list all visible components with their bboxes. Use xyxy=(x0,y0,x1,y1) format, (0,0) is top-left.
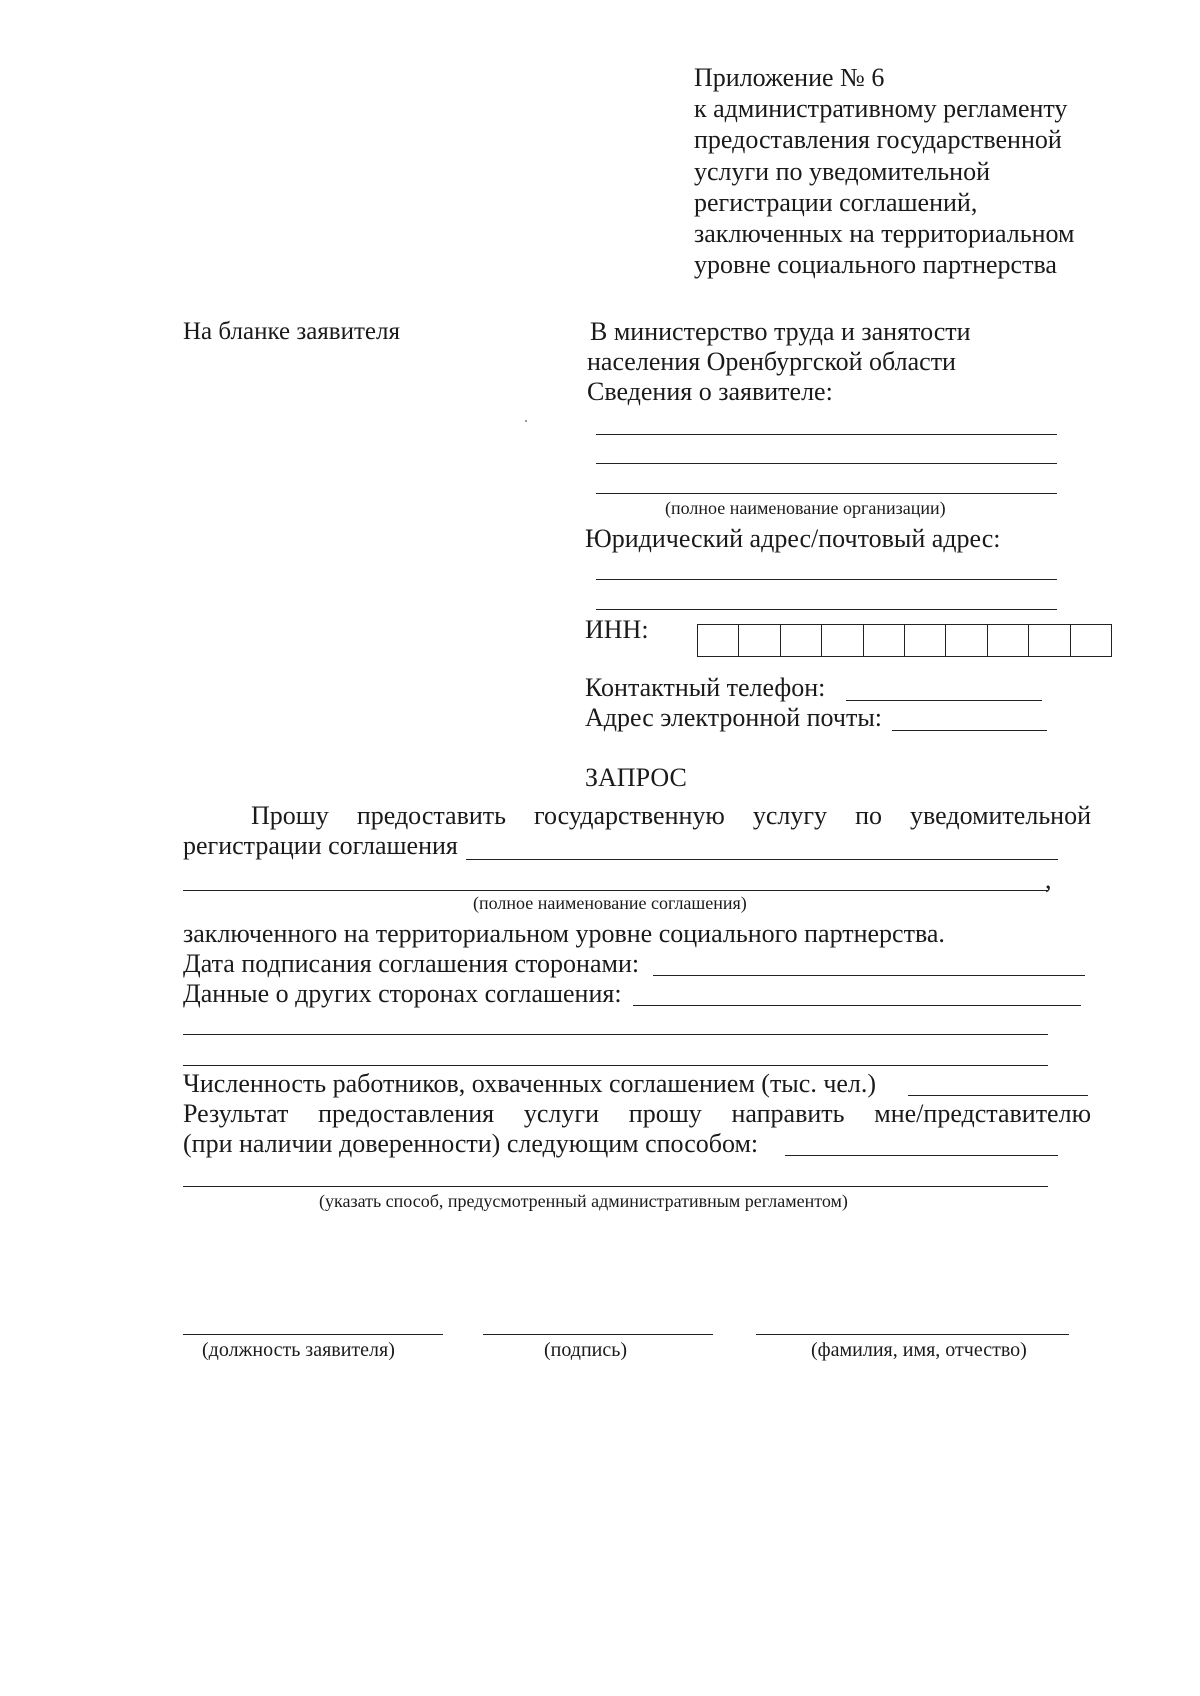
inn-digit-cell[interactable] xyxy=(864,625,905,656)
position-caption: (должность заявителя) xyxy=(202,1339,395,1361)
inn-digit-cell[interactable] xyxy=(781,625,822,656)
inn-input-boxes[interactable] xyxy=(697,624,1112,657)
inn-label: ИНН: xyxy=(585,615,649,644)
delivery-method-line-2[interactable] xyxy=(183,1186,1048,1187)
org-name-line-1[interactable] xyxy=(596,434,1057,435)
employees-field-line[interactable] xyxy=(908,1095,1088,1096)
phone-field-line[interactable] xyxy=(846,700,1042,701)
request-title: ЗАПРОС xyxy=(585,763,687,792)
inn-digit-cell[interactable] xyxy=(1029,625,1070,656)
org-name-line-3[interactable] xyxy=(596,493,1057,494)
delivery-method-caption: (указать способ, предусмотренный административным регламентом) xyxy=(319,1191,848,1211)
inn-digit-cell[interactable] xyxy=(739,625,780,656)
agreement-name-caption: (полное наименование соглашения) xyxy=(473,893,747,913)
result-text-line-2: (при наличии доверенности) следующим способом: xyxy=(183,1129,759,1158)
inn-digit-cell[interactable] xyxy=(946,625,987,656)
request-text-line-2: регистрации соглашения xyxy=(183,831,458,860)
employees-label: Численность работников, охваченных соглашением (тыс. чел.) xyxy=(183,1069,877,1098)
letterhead-note: На бланке заявителя xyxy=(183,318,400,345)
signature-caption: (подпись) xyxy=(544,1339,628,1361)
inn-digit-cell[interactable] xyxy=(698,625,739,656)
annex-line: уровне социального партнерства xyxy=(694,250,1057,280)
annex-line: заключенных на территориальном xyxy=(694,219,1075,249)
email-field-line[interactable] xyxy=(892,730,1047,731)
comma: , xyxy=(1045,865,1052,894)
request-text-line-1: Прошу предоставить государственную услугу по уведомительной xyxy=(251,801,1091,830)
addressee-line-1: В министерство труда и занятости xyxy=(590,317,971,346)
delivery-method-line-1[interactable] xyxy=(785,1155,1058,1156)
other-parties-line-2[interactable] xyxy=(183,1034,1048,1035)
agreement-name-line-1[interactable] xyxy=(466,859,1058,860)
email-label: Адрес электронной почты: xyxy=(585,703,883,732)
annex-line: к административному регламенту xyxy=(694,94,1068,124)
signing-date-field-line[interactable] xyxy=(653,975,1085,976)
inn-digit-cell[interactable] xyxy=(822,625,863,656)
address-line-2[interactable] xyxy=(596,609,1057,610)
result-text-line-1: Результат предоставления услуги прошу направить мне/представителю xyxy=(183,1099,1091,1128)
full-name-caption: (фамилия, имя, отчество) xyxy=(811,1339,1027,1361)
annex-line: предоставления государственной xyxy=(694,125,1062,155)
annex-line: услуги по уведомительной xyxy=(694,156,990,186)
annex-line: регистрации соглашений, xyxy=(694,187,978,217)
full-name-signature-line[interactable] xyxy=(756,1334,1069,1335)
other-parties-label: Данные о других сторонах соглашения: xyxy=(183,979,622,1008)
inn-digit-cell[interactable] xyxy=(1071,625,1111,656)
annex-line: Приложение № 6 xyxy=(694,63,885,92)
address-line-1[interactable] xyxy=(596,579,1057,580)
concluded-text: заключенного на территориальном уровне социального партнерства. xyxy=(183,919,945,948)
org-name-caption: (полное наименование организации) xyxy=(665,498,946,518)
annex-header xyxy=(694,62,1074,280)
phone-label: Контактный телефон: xyxy=(585,673,826,702)
signature-line[interactable] xyxy=(483,1334,713,1335)
scan-speck xyxy=(525,420,527,422)
inn-digit-cell[interactable] xyxy=(988,625,1029,656)
other-parties-line-3[interactable] xyxy=(183,1065,1048,1066)
inn-digit-cell[interactable] xyxy=(905,625,946,656)
other-parties-line-1[interactable] xyxy=(633,1005,1081,1006)
position-signature-line[interactable] xyxy=(183,1334,443,1335)
applicant-info-label: Сведения о заявителе: xyxy=(587,377,833,406)
agreement-name-line-2[interactable] xyxy=(183,890,1048,891)
address-label: Юридический адрес/почтовый адрес: xyxy=(585,524,1001,553)
addressee-line-2: населения Оренбургской области xyxy=(587,347,956,376)
signing-date-label: Дата подписания соглашения сторонами: xyxy=(183,949,640,978)
org-name-line-2[interactable] xyxy=(596,463,1057,464)
